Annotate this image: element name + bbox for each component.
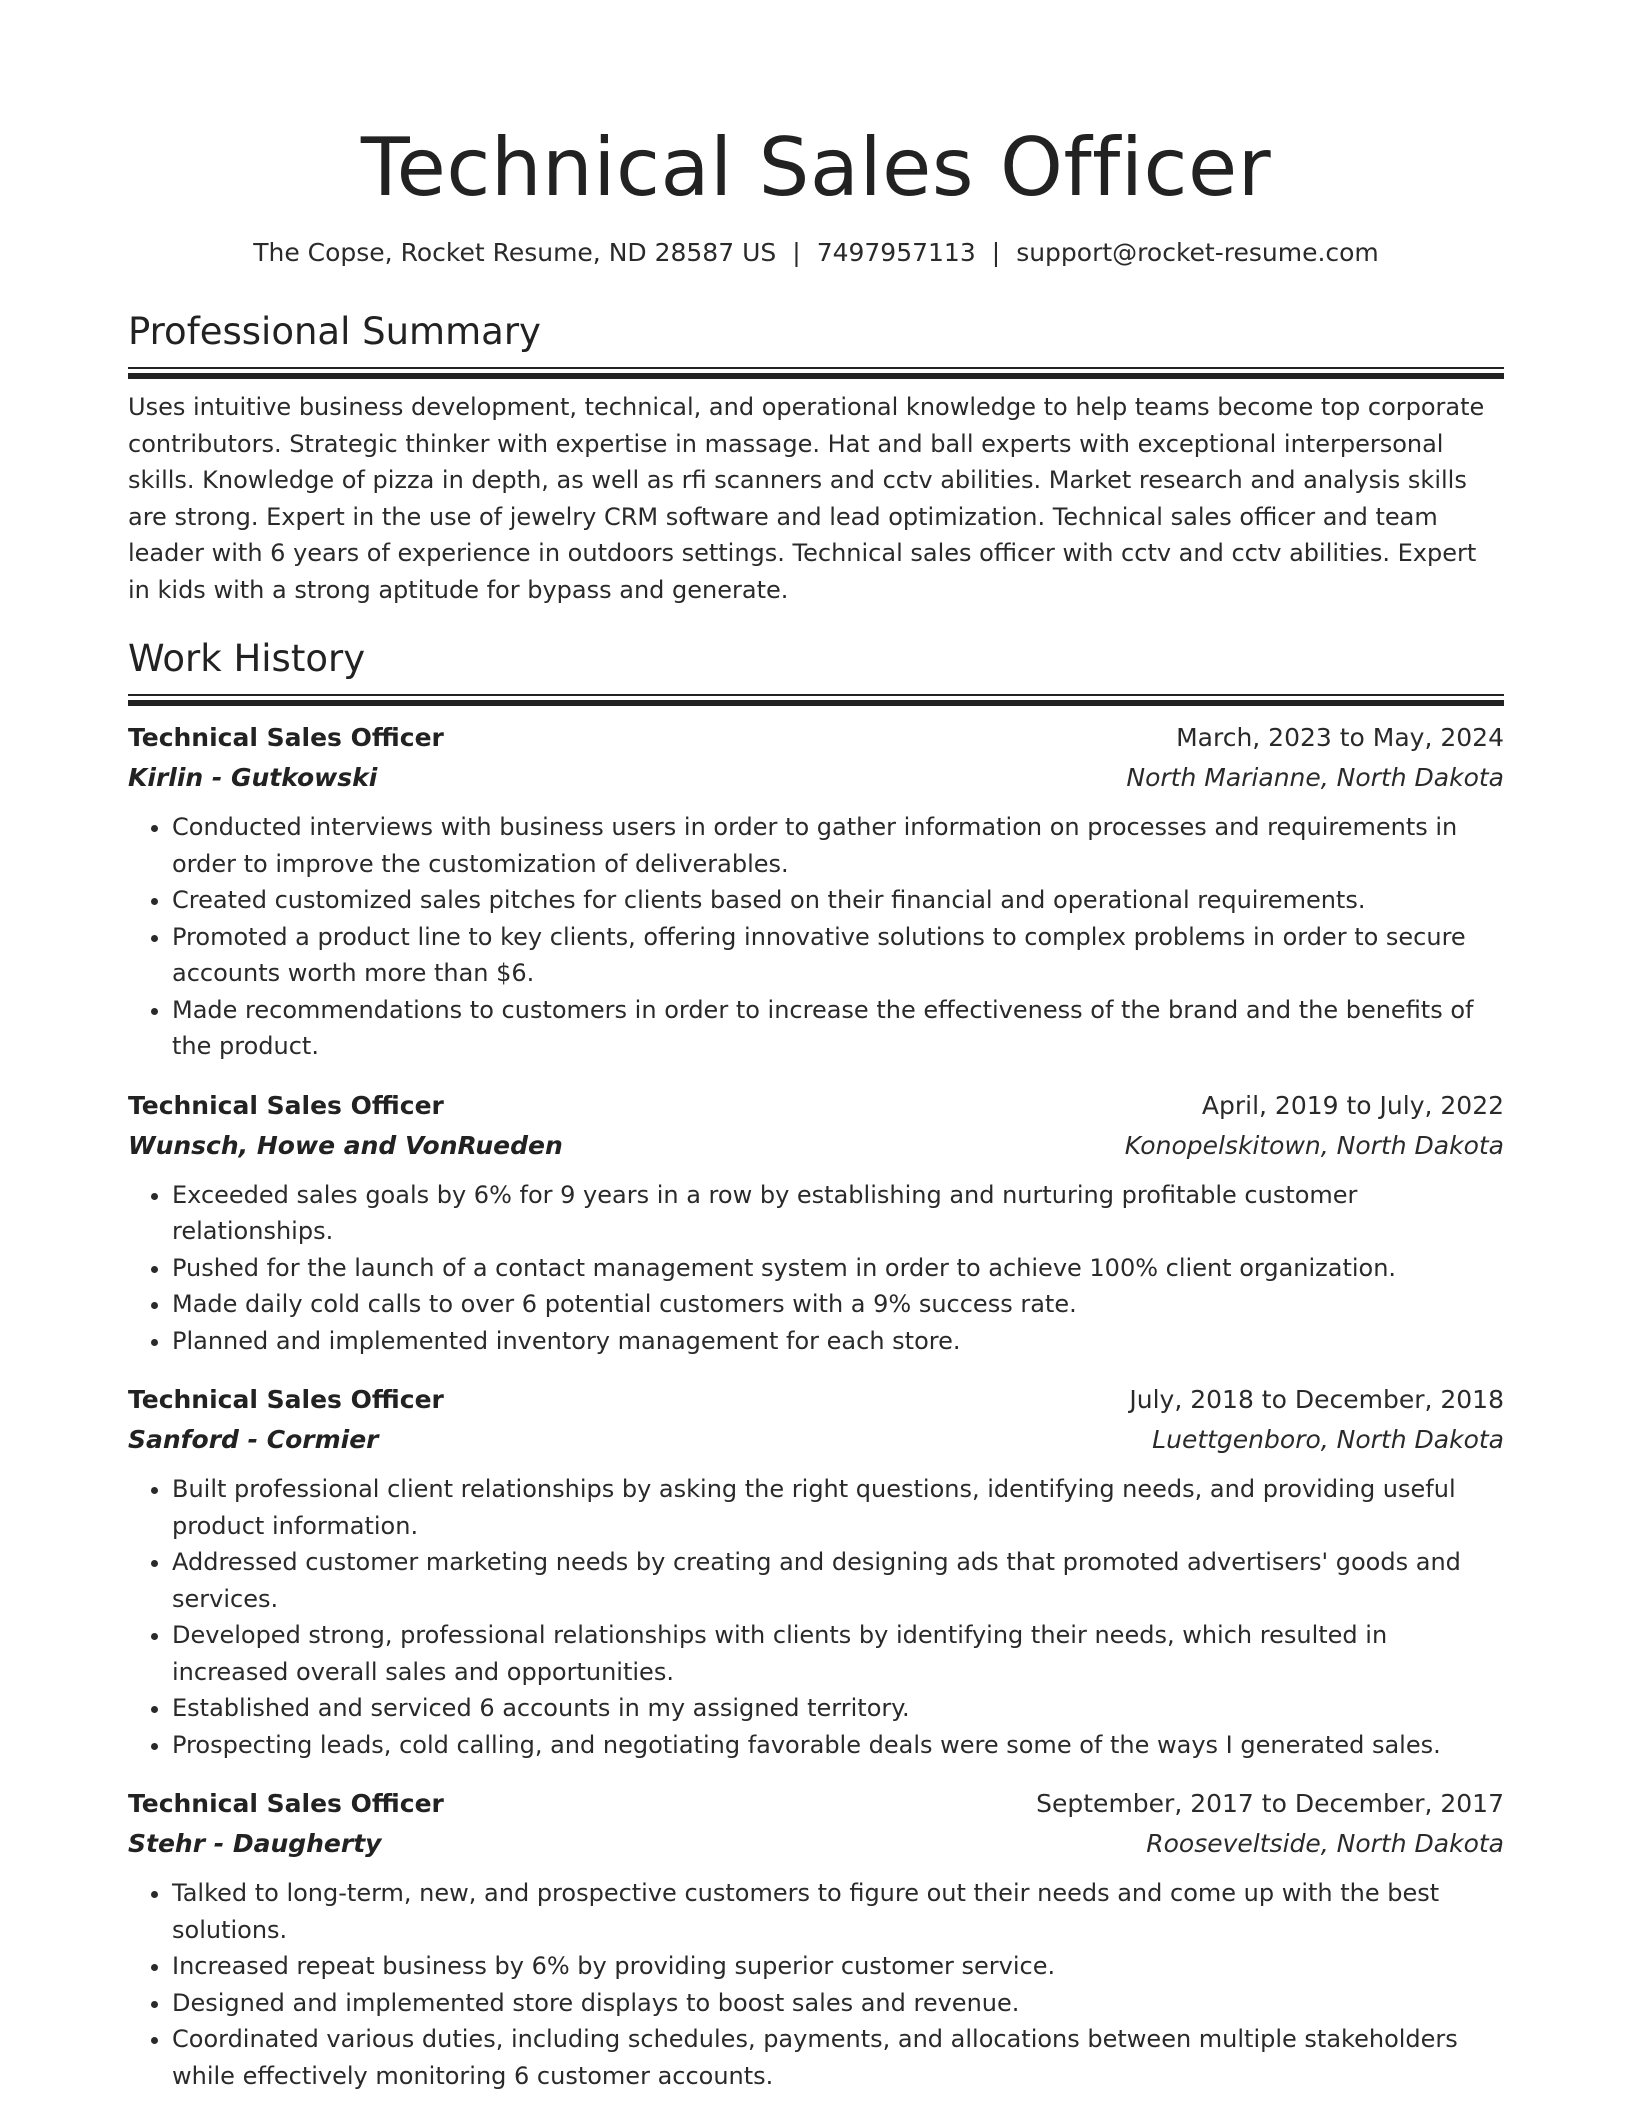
- job-company: Wunsch, Howe and VonRueden: [128, 1130, 563, 1160]
- contact-separator: |: [792, 238, 801, 267]
- job-company-row: [128, 1824, 1504, 1864]
- job-bullet: • Made daily cold calls to over 6 potential customers with a 9% success rate.: [172, 1286, 1504, 1323]
- job-location: Rooseveltside, North Dakota: [1146, 1829, 1504, 1858]
- job-bullets: [128, 1875, 1504, 2094]
- job-company: Kirlin - Gutkowski: [128, 763, 378, 792]
- job-bullet: • Made recommendations to customers in order to increase the effectiveness of the brand and the benefits of the product.: [172, 992, 1504, 1065]
- section-divider: [128, 694, 1504, 706]
- job-location: North Marianne, North Dakota: [1126, 763, 1504, 792]
- job-header-row: [128, 1380, 1504, 1420]
- section-divider: [128, 367, 1504, 379]
- job-title: Technical Sales Officer: [128, 723, 444, 752]
- job-bullet: • Talked to long-term, new, and prospective customers to figure out their needs and come up with the best solutions.: [172, 1875, 1504, 1948]
- summary-heading: Professional Summary: [128, 310, 541, 353]
- job-title: Technical Sales Officer: [128, 1090, 444, 1120]
- work-history-heading: Work History: [128, 637, 366, 680]
- contact-separator: |: [991, 238, 1001, 267]
- contact-phone: 7497957113: [816, 238, 976, 267]
- job-bullet: • Developed strong, professional relationships with clients by identifying their needs, which resulted in increased overall sales and opportunities.: [172, 1617, 1504, 1690]
- job-bullets: [128, 1471, 1504, 1763]
- job-dates: July, 2018 to December, 2018: [1129, 1385, 1504, 1414]
- contact-line: [128, 236, 1504, 270]
- job-bullet: • Exceeded sales goals by 6% for 9 years in a row by establishing and nurturing profitable customer relationships.: [172, 1177, 1504, 1250]
- job-bullet: • Planned and implemented inventory management for each store.: [172, 1323, 1504, 1360]
- job-bullet: • Coordinated various duties, including schedules, payments, and allocations between multiple stakeholders while effectively monitoring 6 customer accounts.: [172, 2021, 1504, 2094]
- job-entry: [128, 1784, 1504, 2094]
- contact-address: The Copse, Rocket Resume, ND 28587 US: [253, 238, 777, 267]
- job-title: Technical Sales Officer: [128, 1385, 444, 1414]
- resume-name: Technical Sales Officer: [360, 121, 1272, 214]
- job-company-row: [128, 1126, 1504, 1166]
- summary-text: Uses intuitive business development, technical, and operational knowledge to help teams become top corporate contributors. Strategic thinker with expertise in massage. Hat and ball experts with exceptional interpersonal skills. Knowledge of pizza in depth, as well as rfi scanners and cctv abilities. Market research and analysis skills are strong. Expert in the use of jewelry CRM software and lead optimization. Technical sales officer and team leader with 6 years of experience in outdoors settings. Technical sales officer with cctv and cctv abilities. Expert in kids with a strong aptitude for bypass and generate.: [128, 393, 1485, 604]
- job-entry: [128, 1086, 1504, 1360]
- job-bullet: • Built professional client relationships by asking the right questions, identifying needs, and providing useful product information.: [172, 1471, 1504, 1544]
- job-dates: April, 2019 to July, 2022: [1201, 1090, 1504, 1120]
- job-header-row: [128, 1086, 1504, 1126]
- job-bullet: • Established and serviced 6 accounts in my assigned territory.: [172, 1690, 1504, 1727]
- job-bullets: [128, 1177, 1504, 1360]
- job-company: Stehr - Daugherty: [128, 1829, 382, 1858]
- job-bullet: • Pushed for the launch of a contact management system in order to achieve 100% client organization.: [172, 1250, 1504, 1287]
- job-dates: September, 2017 to December, 2017: [1036, 1789, 1504, 1818]
- contact-email: support@rocket-resume.com: [1016, 238, 1379, 267]
- job-header-row: [128, 1784, 1504, 1824]
- job-bullet: • Addressed customer marketing needs by creating and designing ads that promoted advertisers' goods and services.: [172, 1544, 1504, 1617]
- job-company-row: [128, 758, 1504, 798]
- job-company: Sanford - Cormier: [128, 1425, 379, 1454]
- job-bullet: • Promoted a product line to key clients, offering innovative solutions to complex problems in order to secure accounts worth more than $6.: [172, 919, 1504, 992]
- job-company-row: [128, 1420, 1504, 1460]
- resume-page: [128, 0, 1504, 2094]
- job-bullet: • Designed and implemented store displays to boost sales and revenue.: [172, 1985, 1504, 2022]
- job-dates: March, 2023 to May, 2024: [1176, 723, 1504, 752]
- job-bullet: • Created customized sales pitches for clients based on their financial and operational requirements.: [172, 882, 1504, 919]
- job-bullets: [128, 809, 1504, 1065]
- job-bullet: • Prospecting leads, cold calling, and negotiating favorable deals were some of the ways I generated sales.: [172, 1727, 1504, 1764]
- job-title: Technical Sales Officer: [128, 1789, 444, 1818]
- job-location: Luettgenboro, North Dakota: [1152, 1425, 1504, 1454]
- job-bullet: • Conducted interviews with business users in order to gather information on processes and requirements in order to improve the customization of deliverables.: [172, 809, 1504, 882]
- job-header-row: [128, 718, 1504, 758]
- job-entry: [128, 1380, 1504, 1763]
- job-location: Konopelskitown, North Dakota: [1124, 1130, 1504, 1160]
- job-entry: [128, 718, 1504, 1065]
- job-bullet: • Increased repeat business by 6% by providing superior customer service.: [172, 1948, 1504, 1985]
